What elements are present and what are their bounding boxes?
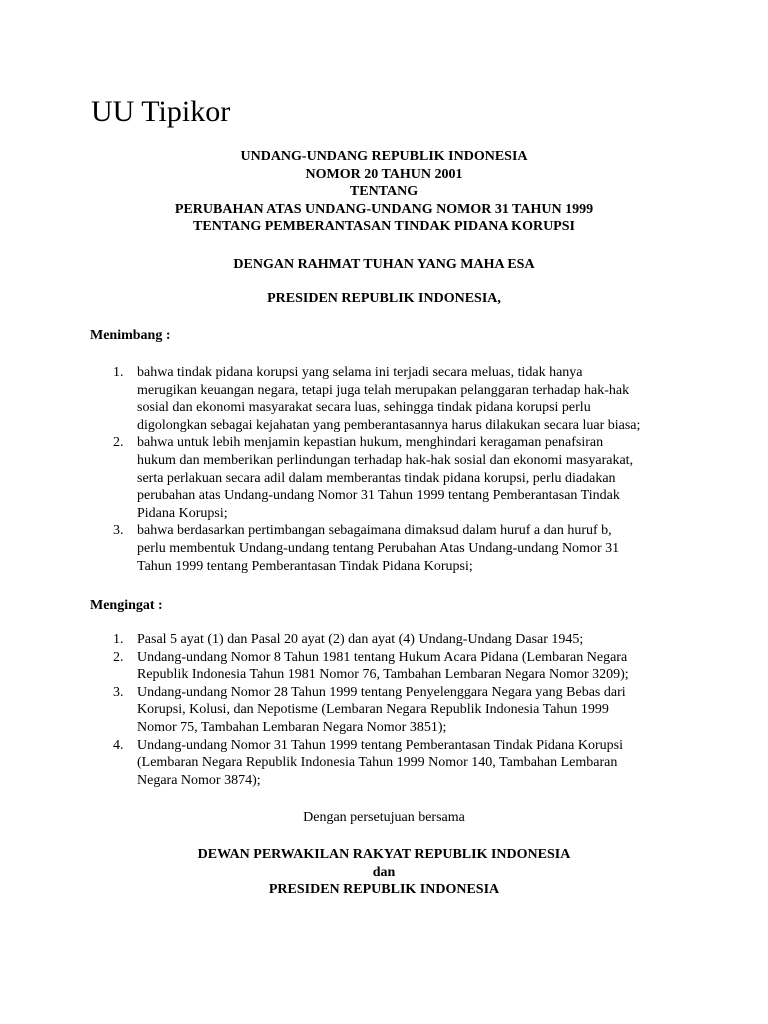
list-item-line: Undang-undang Nomor 8 Tahun 1981 tentang Hukum Acara Pidana (Lembaran Negara	[137, 649, 628, 665]
list-item-line: Tahun 1999 tentang Pemberantasan Tindak Pidana Korupsi;	[137, 558, 473, 574]
list-item-line: perlu membentuk Undang-undang tentang Perubahan Atas Undang-undang Nomor 31	[137, 540, 620, 556]
closing-line: DEWAN PERWAKILAN RAKYAT REPUBLIK INDONESIA	[197, 847, 571, 862]
mengingat-list	[0, 631, 768, 789]
list-item-line: Nomor 75, Tambahan Lembaran Negara Nomor 3851);	[137, 719, 447, 735]
list-item-number: 3.	[113, 684, 124, 700]
closing-line: PRESIDEN REPUBLIK INDONESIA	[268, 882, 500, 897]
list-item-line: Republik Indonesia Tahun 1981 Nomor 76, Tambahan Lembaran Negara Nomor 3209);	[137, 667, 629, 683]
list-item	[0, 522, 677, 575]
list-item-line: bahwa berdasarkan pertimbangan sebagaimana dimaksud dalam huruf a dan huruf b,	[137, 523, 612, 539]
list-item-line: Negara Nomor 3874);	[137, 772, 261, 788]
closing-heading	[0, 846, 768, 899]
list-item-number: 4.	[113, 737, 124, 753]
list-item-line: Pidana Korupsi;	[137, 505, 228, 521]
law-header	[0, 148, 768, 236]
header-line: TENTANG	[349, 184, 419, 199]
list-item-line: bahwa tindak pidana korupsi yang selama ini terjadi secara meluas, tidak hanya	[137, 365, 583, 380]
list-item-number: 2.	[113, 649, 124, 665]
list-item-line: (Lembaran Negara Republik Indonesia Tahun 1999 Nomor 140, Tambahan Lembaran	[137, 755, 618, 771]
header-line: PERUBAHAN ATAS UNDANG-UNDANG NOMOR 31 TAHUN 1999	[174, 201, 594, 217]
closing-line: dan	[372, 864, 396, 880]
list-item-line: perubahan atas Undang-undang Nomor 31 Tahun 1999 tentang Pemberantasan Tindak	[137, 488, 620, 504]
header-line: NOMOR 20 TAHUN 2001	[305, 166, 463, 182]
list-item	[0, 649, 677, 684]
list-item-number: 1.	[113, 365, 124, 380]
mengingat-label: Mengingat :	[90, 598, 163, 613]
president-heading: PRESIDEN REPUBLIK INDONESIA,	[267, 291, 501, 306]
list-item-line: serta perlakuan secara adil dalam memberantas tindak pidana korupsi, perlu diadakan	[137, 470, 616, 486]
list-item	[0, 434, 677, 522]
list-item-line: Undang-undang Nomor 28 Tahun 1999 tentang Penyelenggara Negara yang Bebas dari	[137, 684, 626, 700]
blessing-heading: DENGAN RAHMAT TUHAN YANG MAHA ESA	[233, 257, 535, 272]
approval-text: Dengan persetujuan bersama	[303, 810, 465, 825]
list-item	[0, 737, 677, 790]
menimbang-list	[0, 364, 768, 575]
list-item-number: 2.	[113, 435, 124, 451]
document-title: UU Tipikor	[91, 95, 231, 128]
list-item-line: Pasal 5 ayat (1) dan Pasal 20 ayat (2) dan ayat (4) Undang-Undang Dasar 1945;	[137, 632, 584, 647]
list-item-line: Undang-undang Nomor 31 Tahun 1999 tentang Pemberantasan Tindak Pidana Korupsi	[137, 737, 623, 753]
list-item	[0, 364, 677, 434]
header-line: TENTANG PEMBERANTASAN TINDAK PIDANA KORUPSI	[193, 219, 575, 234]
list-item-line: bahwa untuk lebih menjamin kepastian hukum, menghindari keragaman penafsiran	[137, 435, 604, 451]
menimbang-label: Menimbang :	[90, 328, 171, 343]
list-item	[0, 631, 677, 649]
list-item-number: 3.	[113, 523, 124, 539]
list-item-line: merugikan keuangan negara, tetapi juga telah merupakan pelanggaran terhadap hak-hak	[137, 382, 630, 398]
list-item-line: hukum dan memberikan perlindungan terhadap hak-hak sosial dan ekonomi masyarakat,	[137, 452, 634, 468]
list-item-line: Korupsi, Kolusi, dan Nepotisme (Lembaran Negara Republik Indonesia Tahun 1999	[137, 702, 609, 718]
list-item-line: sosial dan ekonomi masyarakat secara luas, sehingga tindak pidana korupsi perlu	[137, 400, 591, 416]
list-item-number: 1.	[113, 632, 124, 647]
list-item-line: digolongkan sebagai kejahatan yang pemberantasannya harus dilakukan secara luar biasa;	[137, 417, 641, 433]
list-item	[0, 684, 677, 737]
header-line: UNDANG-UNDANG REPUBLIK INDONESIA	[240, 149, 528, 164]
